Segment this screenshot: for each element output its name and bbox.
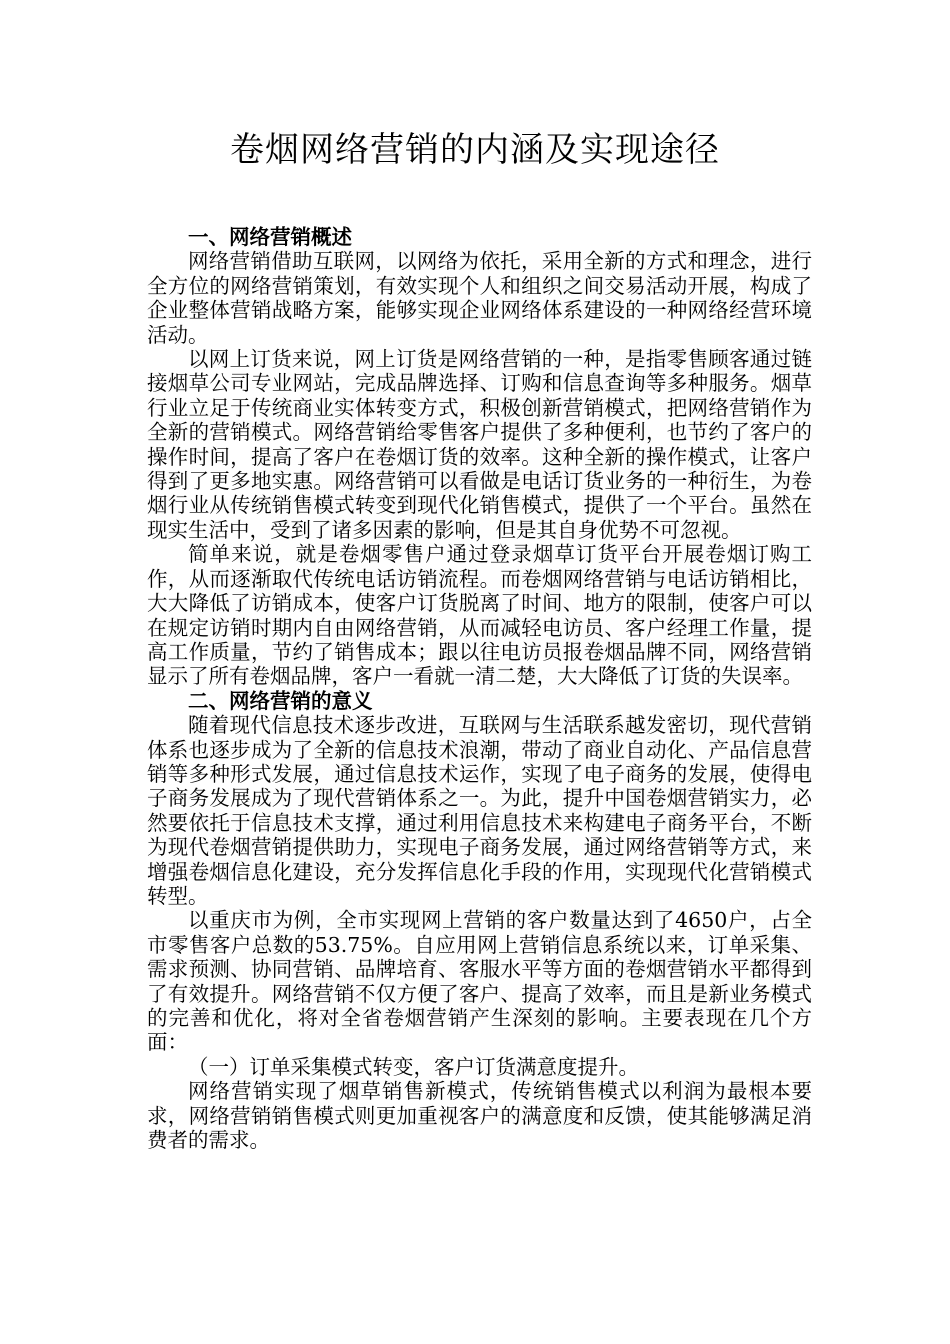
section-heading-overview: 一、网络营销概述 — [188, 225, 352, 249]
document-title: 卷烟网络营销的内涵及实现途径 — [230, 130, 720, 170]
paragraph: 简单来说，就是卷烟零售户通过登录烟草订货平台开展卷烟订购工作，从而逐渐取代传统电话访销流程。而卷烟网络营销与电话访销相比，大大降低了访销成本，使客户订货脱离了时间、地方的限制，使客户可以在规定访销时期内自由网络营销，从而减轻电访员、客户经理工作量，提高工作质量，节约了销售成本；跟以往电访员报卷烟品牌不同，网络营销显示了所有卷烟品牌，客户一看就一清二楚，大大降低了订货的失误率。 — [147, 542, 812, 689]
subheading: （一）订单采集模式转变，客户订货满意度提升。 — [188, 1054, 639, 1079]
paragraph: 网络营销实现了烟草销售新模式，传统销售模式以利润为最根本要求，网络营销销售模式则更加重视客户的满意度和反馈，使其能够满足消费者的需求。 — [147, 1079, 812, 1153]
paragraph: 随着现代信息技术逐步改进，互联网与生活联系越发密切，现代营销体系也逐步成为了全新的信息技术浪潮，带动了商业自动化、产品信息营销等多种形式发展，通过信息技术运作，实现了电子商务的发展，使得电子商务发展成为了现代营销体系之一。为此，提升中国卷烟营销实力，必然要依托于信息技术支撑，通过利用信息技术来构建电子商务平台，不断为现代卷烟营销提供助力，实现电子商务发展，通过网络营销等方式，来增强卷烟信息化建设，充分发挥信息化手段的作用，实现现代化营销模式转型。 — [147, 713, 812, 908]
paragraph: 以网上订货来说，网上订货是网络营销的一种，是指零售顾客通过链接烟草公司专业网站，完成品牌选择、订购和信息查询等多种服务。烟草行业立足于传统商业实体转变方式，积极创新营销模式，把网络营销作为全新的营销模式。网络营销给零售客户提供了多种便利，也节约了客户的操作时间，提高了客户在卷烟订货的效率。这种全新的操作模式，让客户得到了更多地实惠。网络营销可以看做是电话订货业务的一种衍生，为卷烟行业从传统销售模式转变到现代化销售模式，提供了一个平台。虽然在现实生活中，受到了诸多因素的影响，但是其自身优势不可忽视。 — [147, 347, 812, 542]
document-body — [147, 225, 812, 1152]
section-heading-significance: 二、网络营销的意义 — [188, 688, 373, 713]
paragraph: 网络营销借助互联网，以网络为依托，采用全新的方式和理念，进行全方位的网络营销策划，有效实现个人和组织之间交易活动开展，构成了企业整体营销战略方案，能够实现企业网络体系建设的一种网络经营环境活动。 — [147, 249, 812, 347]
paragraph: 以重庆市为例，全市实现网上营销的客户数量达到了4650户，占全市零售客户总数的53.75%。自应用网上营销信息系统以来，订单采集、需求预测、协同营销、品牌培育、客服水平等方面的卷烟营销水平都得到了有效提升。网络营销不仅方便了客户、提高了效率，而且是新业务模式的完善和优化，将对全省卷烟营销产生深刻的影响。主要表现在几个方面： — [147, 908, 812, 1055]
